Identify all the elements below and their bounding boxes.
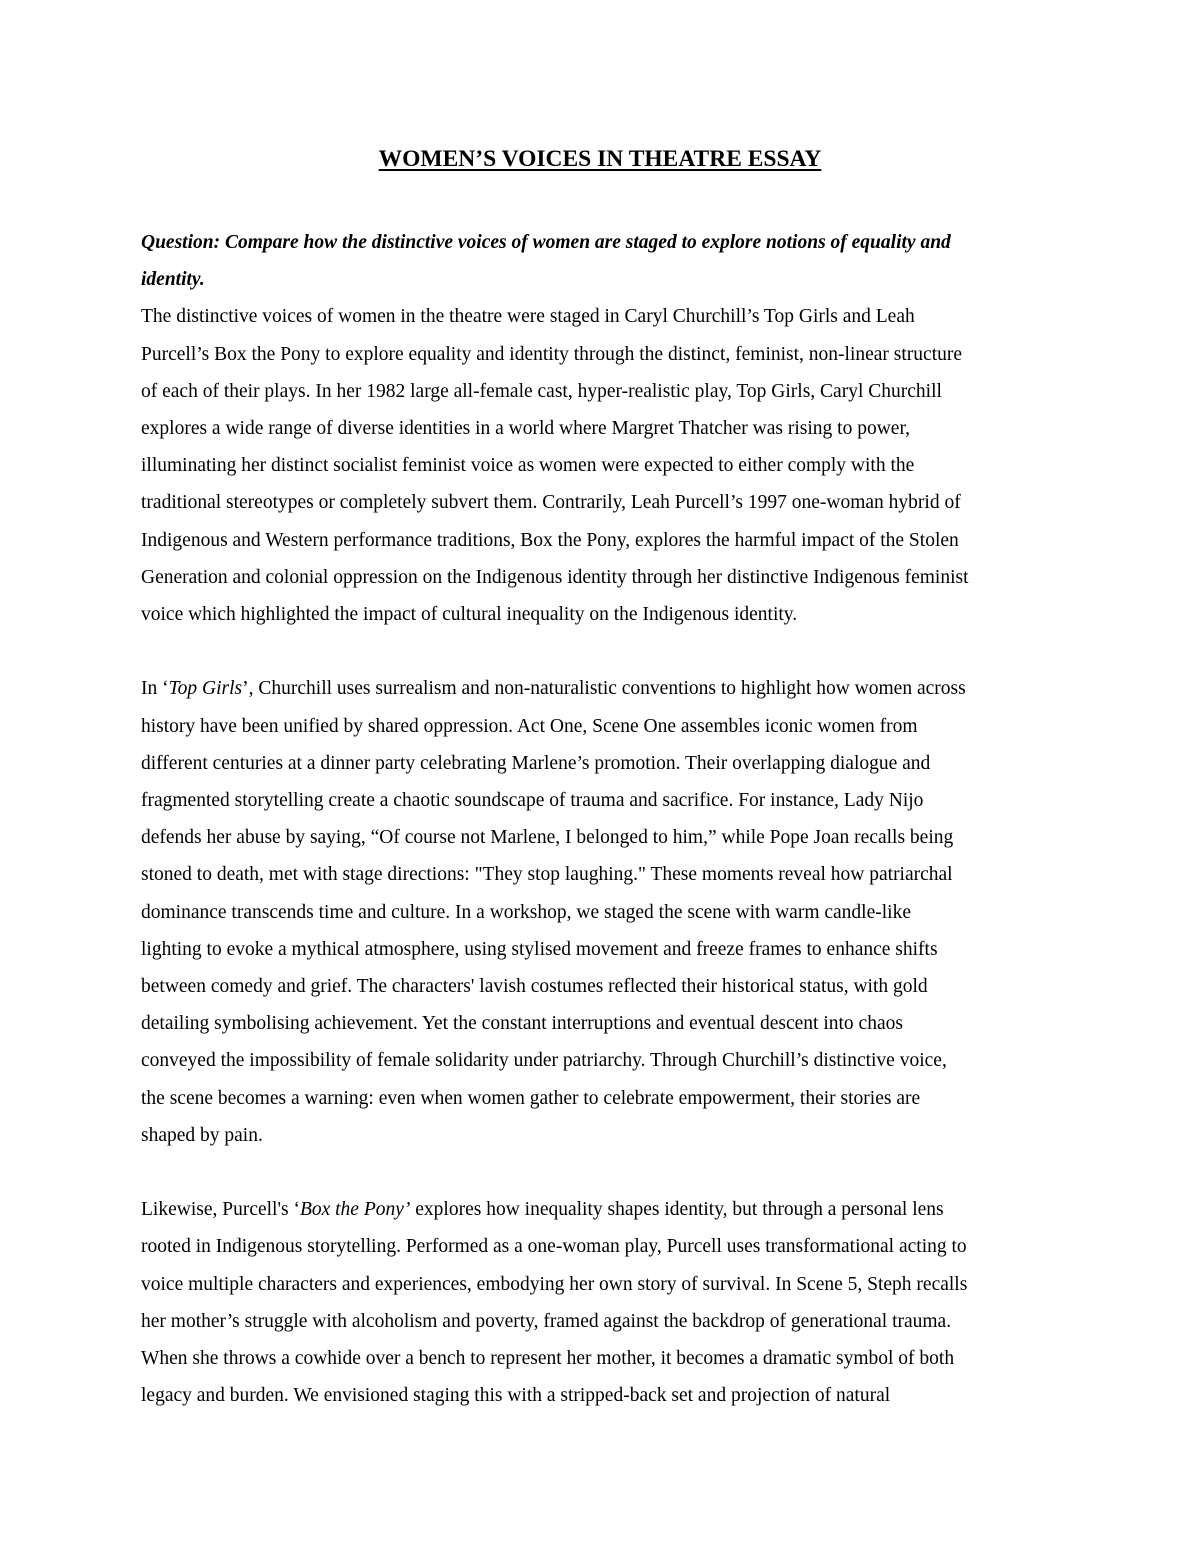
text-line: different centuries at a dinner party celebrating Marlene’s promotion. Their overlapping dialogue and bbox=[141, 752, 931, 774]
text-run: ’, Churchill uses surrealism and non-naturalistic conventions to highlight how women across bbox=[242, 678, 966, 700]
text-line: illuminating her distinct socialist feminist voice as women were expected to either comply with the bbox=[141, 455, 915, 477]
text-line: between comedy and grief. The characters' lavish costumes reflected their historical status, with gold bbox=[141, 976, 928, 998]
text-run: explores how inequality shapes identity, but through a personal lens bbox=[410, 1199, 944, 1221]
text-run: In ‘ bbox=[141, 678, 169, 700]
text-line: legacy and burden. We envisioned staging this with a stripped-back set and projection of natural bbox=[141, 1385, 891, 1407]
text-line bbox=[141, 670, 1061, 707]
text-line: of each of their plays. In her 1982 large all-female cast, hyper-realistic play, Top Girls, Caryl Churchill bbox=[141, 380, 942, 402]
essay-body bbox=[141, 224, 1061, 1414]
text-line: the scene becomes a warning: even when women gather to celebrate empowerment, their stories are bbox=[141, 1087, 921, 1109]
text-line: voice multiple characters and experiences, embodying her own story of survival. In Scene 5, Steph recalls bbox=[141, 1273, 968, 1295]
paragraph-gap bbox=[141, 633, 1061, 670]
text-line: her mother’s struggle with alcoholism and poverty, framed against the backdrop of generational trauma. bbox=[141, 1310, 952, 1332]
text-run: Likewise, Purcell's ‘ bbox=[141, 1199, 300, 1221]
text-line: shaped by pain. bbox=[141, 1124, 263, 1146]
text-line bbox=[141, 1191, 1061, 1228]
text-line: defends her abuse by saying, “Of course not Marlene, I belonged to him,” while Pope Joan recalls being bbox=[141, 827, 954, 849]
paragraph-gap bbox=[141, 1154, 1061, 1191]
text-line: traditional stereotypes or completely subvert them. Contrarily, Leah Purcell’s 1997 one-woman hybrid of bbox=[141, 492, 961, 514]
text-line: Indigenous and Western performance traditions, Box the Pony, explores the harmful impact of the Stolen bbox=[141, 529, 959, 551]
text-line: rooted in Indigenous storytelling. Performed as a one-woman play, Purcell uses transformational acting to bbox=[141, 1236, 967, 1258]
text-line: Generation and colonial oppression on the Indigenous identity through her distinctive Indigenous feminist bbox=[141, 566, 969, 588]
text-line: stoned to death, met with stage directions: "They stop laughing." These moments reveal how patriarchal bbox=[141, 864, 953, 886]
text-line: conveyed the impossibility of female solidarity under patriarchy. Through Churchill’s distinctive voice, bbox=[141, 1050, 947, 1072]
essay-title bbox=[0, 140, 1200, 178]
question-line: identity. bbox=[141, 269, 205, 291]
text-line: When she throws a cowhide over a bench to represent her mother, it becomes a dramatic symbol of both bbox=[141, 1348, 955, 1370]
text-line: The distinctive voices of women in the theatre were staged in Caryl Churchill’s Top Girls and Leah bbox=[141, 306, 915, 328]
text-line: voice which highlighted the impact of cultural inequality on the Indigenous identity. bbox=[141, 604, 798, 626]
play-title: Top Girls bbox=[168, 678, 243, 700]
text-line: explores a wide range of diverse identities in a world where Margret Thatcher was rising to power, bbox=[141, 418, 911, 440]
text-line: dominance transcends time and culture. In a workshop, we staged the scene with warm candle-like bbox=[141, 901, 911, 923]
essay-title-text: WOMEN’S VOICES IN THEATRE ESSAY bbox=[378, 146, 822, 172]
paragraph-box-the-pony bbox=[141, 1191, 1061, 1414]
text-line: lighting to evoke a mythical atmosphere, using stylised movement and freeze frames to enhance shifts bbox=[141, 938, 938, 960]
text-line: history have been unified by shared oppression. Act One, Scene One assembles iconic women from bbox=[141, 715, 918, 737]
paragraph-introduction bbox=[141, 298, 1061, 633]
text-line: detailing symbolising achievement. Yet the constant interruptions and eventual descent into chaos bbox=[141, 1013, 903, 1035]
text-line: Purcell’s Box the Pony to explore equality and identity through the distinct, feminist, non-linear structure bbox=[141, 343, 963, 365]
text-line: fragmented storytelling create a chaotic soundscape of trauma and sacrifice. For instance, Lady Nijo bbox=[141, 790, 924, 812]
play-title: Box the Pony’ bbox=[299, 1199, 411, 1221]
essay-question bbox=[141, 224, 1061, 298]
paragraph-top-girls bbox=[141, 670, 1061, 1154]
question-line: Question: Compare how the distinctive voices of women are staged to explore notions of equality and bbox=[141, 232, 951, 253]
